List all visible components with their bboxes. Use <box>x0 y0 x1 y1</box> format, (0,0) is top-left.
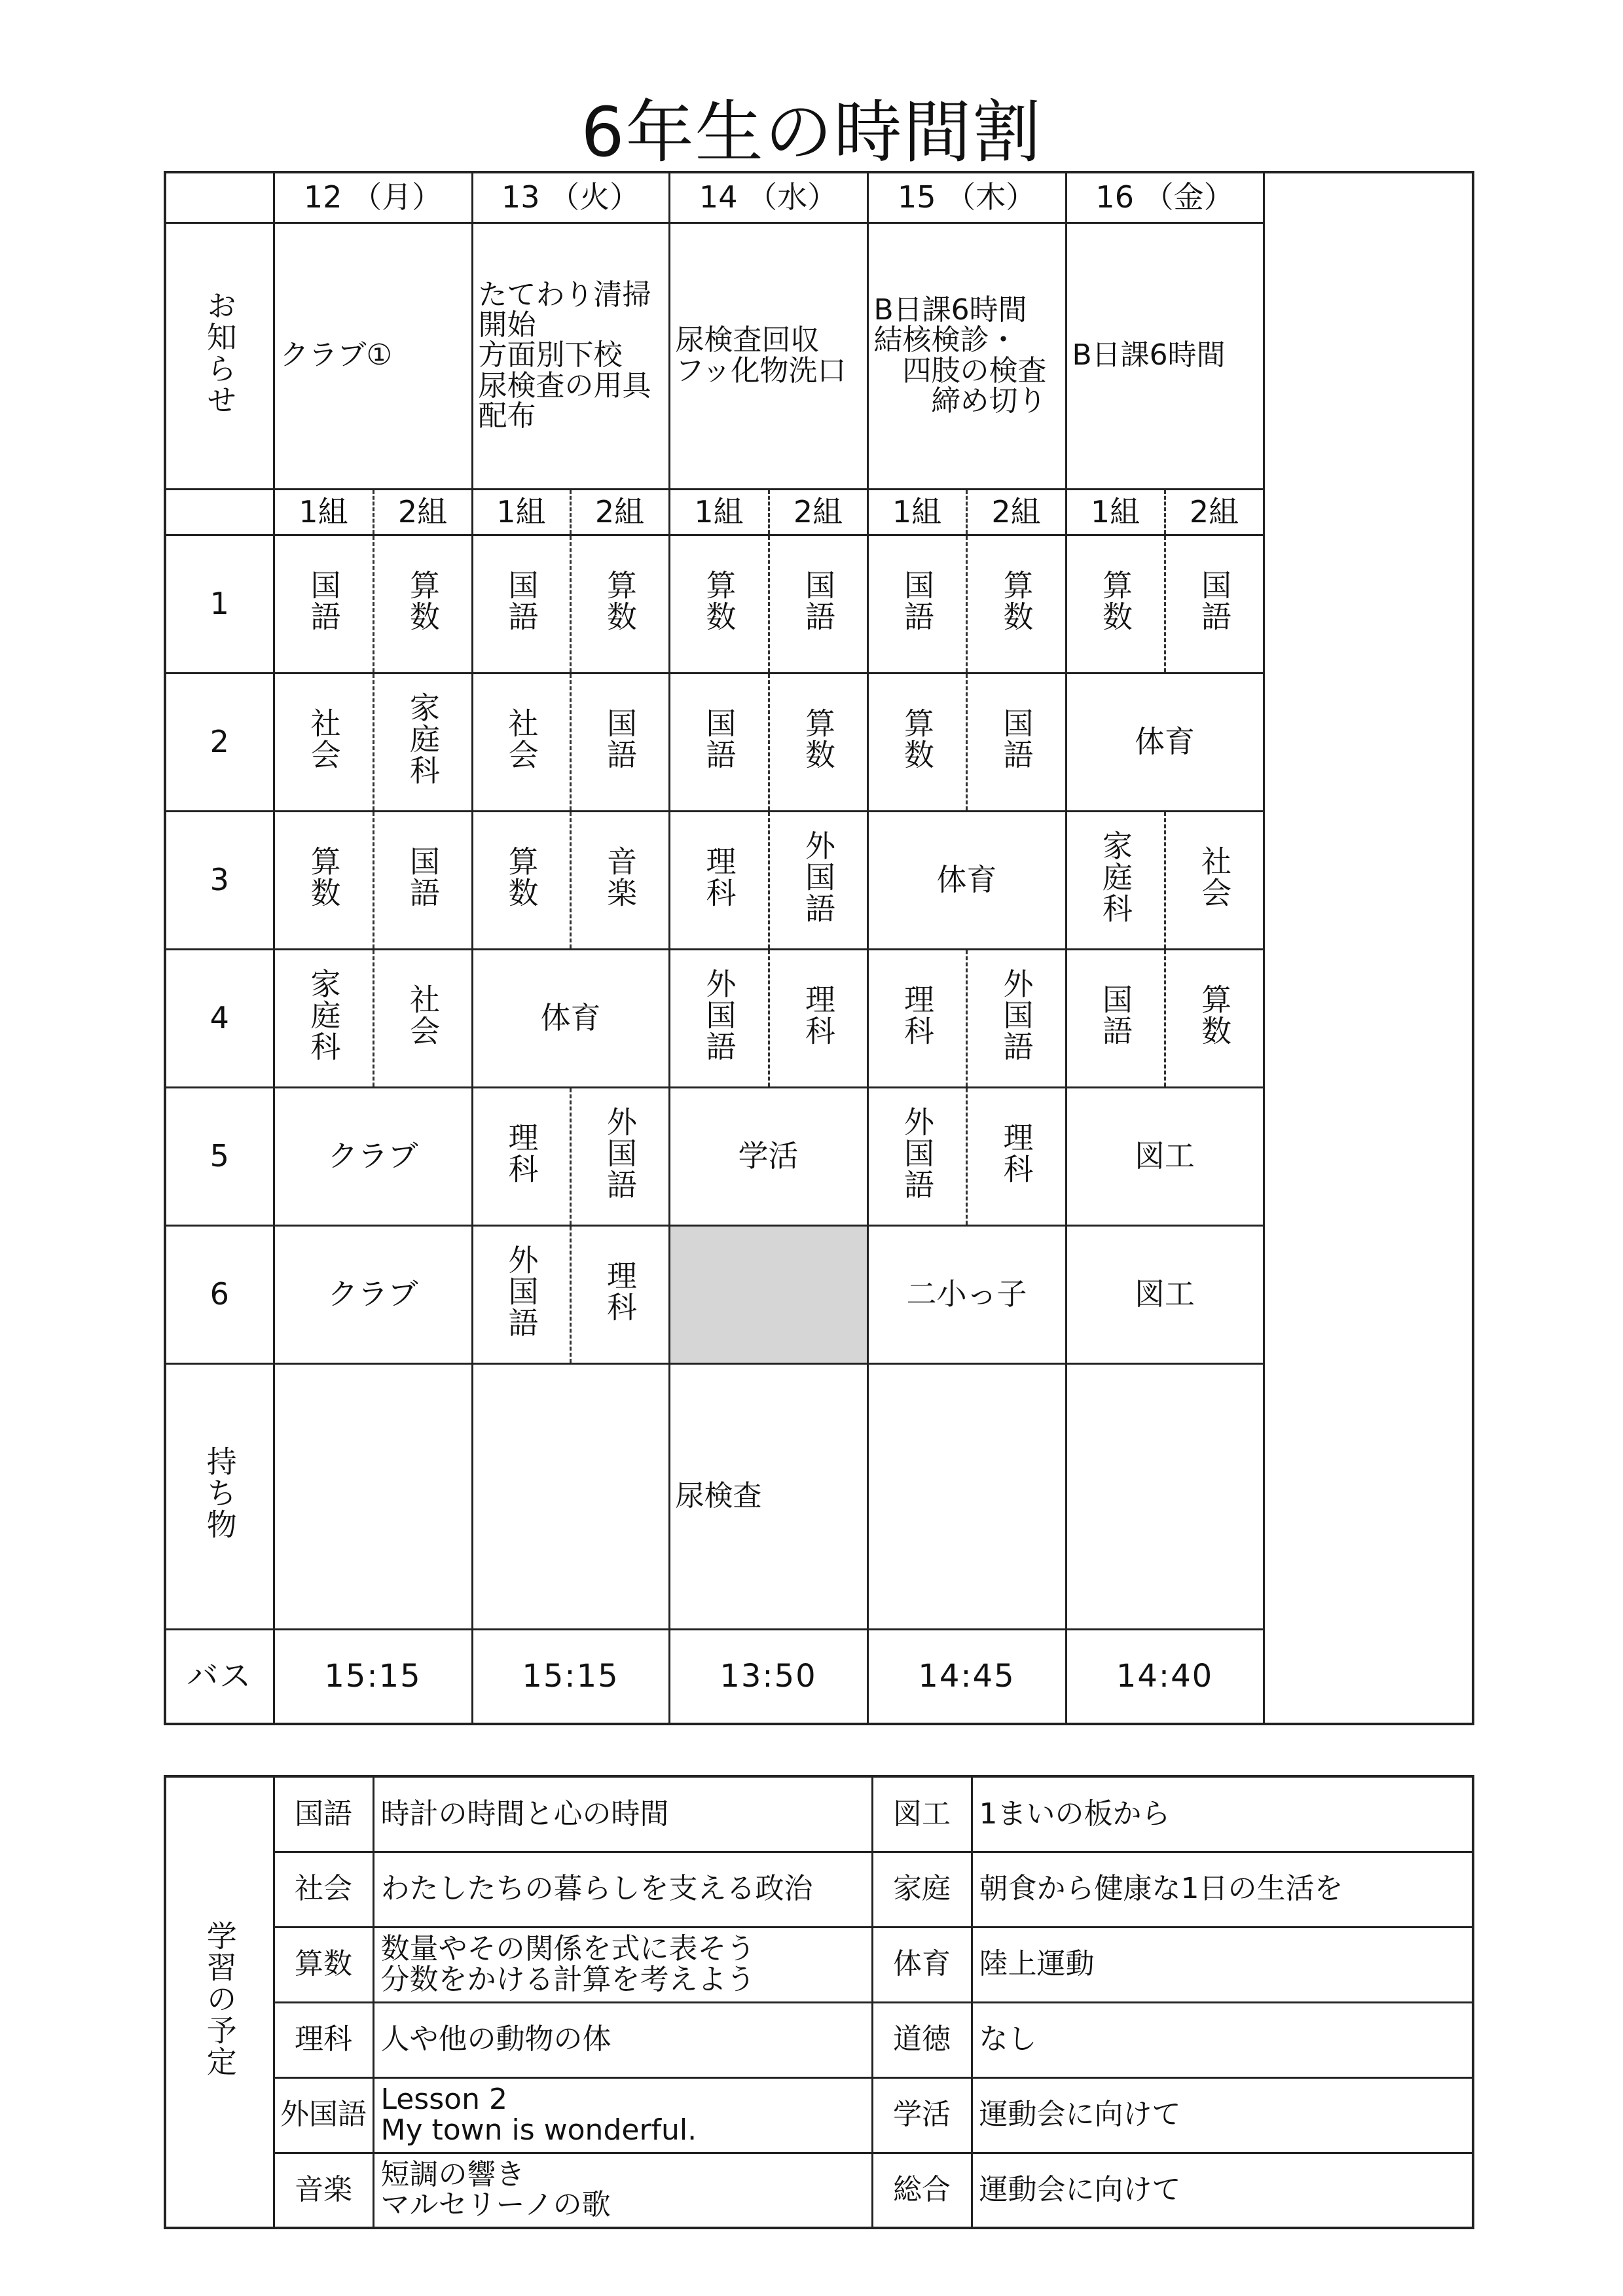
subject-label: 国語 <box>1196 569 1232 632</box>
subject-label: 理科 <box>602 1259 638 1323</box>
timetable <box>164 171 1474 1725</box>
subject-cell <box>373 949 472 1087</box>
plan-row <box>165 2002 1473 2077</box>
notice-line: B日課6時間 <box>873 293 1027 327</box>
items-cell <box>472 1363 669 1629</box>
plan-text-line: わたしたちの暮らしを支える政治 <box>380 1872 813 1906</box>
notice-line: 尿検査回収 <box>675 323 820 357</box>
plan-label-text: 学習の予定 <box>202 1920 238 2077</box>
subject-label: 外国語 <box>998 967 1034 1062</box>
subject-cell <box>669 673 769 811</box>
items-cell <box>1066 1363 1264 1629</box>
subject-label: 家庭科 <box>405 691 441 786</box>
subject-label: 国語 <box>503 569 539 632</box>
subject-label: 国語 <box>998 707 1034 770</box>
plan-text-line: 運動会に向けて <box>979 2173 1181 2207</box>
subject-cell <box>373 535 472 673</box>
notice-cell <box>669 223 867 489</box>
plan-text <box>373 2002 872 2077</box>
merged-subject: 二小っ子 <box>867 1225 1066 1363</box>
notice-cell <box>472 223 669 489</box>
plan-subject: 学活 <box>872 2077 972 2153</box>
plan-text-line: Lesson 2 <box>380 2083 507 2117</box>
plan-subject: 家庭 <box>872 1852 972 1927</box>
subject-cell <box>472 535 570 673</box>
items-cell <box>274 1363 472 1629</box>
subject-cell <box>570 811 669 949</box>
period-number: 4 <box>165 949 274 1087</box>
subject-cell <box>1165 535 1264 673</box>
subject-cell <box>373 811 472 949</box>
plan-row <box>165 1776 1473 1852</box>
subject-label: 社会 <box>306 707 342 770</box>
subject-cell <box>769 811 867 949</box>
bus-time: 14:45 <box>867 1629 1066 1724</box>
day-header: 15 （木） <box>867 172 1066 223</box>
day-header: 16 （金） <box>1066 172 1264 223</box>
plan-row <box>165 2077 1473 2153</box>
subject-label: 算数 <box>306 845 342 908</box>
period-number: 2 <box>165 673 274 811</box>
merged-subject: クラブ <box>274 1087 472 1225</box>
subject-label: 算数 <box>998 569 1034 632</box>
merged-subject: 体育 <box>1066 673 1264 811</box>
class-2-header: 2組 <box>966 489 1066 535</box>
plan-text <box>972 2002 1473 2077</box>
subject-cell <box>966 673 1066 811</box>
plan-text-line: 人や他の動物の体 <box>380 2022 611 2056</box>
notice-cell <box>274 223 472 489</box>
subject-cell <box>1165 811 1264 949</box>
subject-cell <box>966 535 1066 673</box>
corner-cell <box>165 172 274 223</box>
plan-text <box>972 2077 1473 2153</box>
merged-subject: 学活 <box>669 1087 867 1225</box>
subject-label: 社会 <box>503 707 539 770</box>
bus-label: バス <box>165 1629 274 1724</box>
subject-cell <box>373 673 472 811</box>
notice-label-text: お知らせ <box>202 289 238 416</box>
subject-label: 社会 <box>1196 845 1232 908</box>
bus-time: 13:50 <box>669 1629 867 1724</box>
class-1-header: 1組 <box>867 489 966 535</box>
subject-cell <box>274 949 373 1087</box>
blank-cell <box>165 489 274 535</box>
merged-subject: 図工 <box>1066 1087 1264 1225</box>
right-blank <box>1264 172 1473 1724</box>
empty-period <box>669 1225 867 1363</box>
plan-subject: 社会 <box>274 1852 373 1927</box>
subject-label: 国語 <box>800 569 836 632</box>
plan-text <box>972 1927 1473 2002</box>
subject-label: 国語 <box>701 707 737 770</box>
subject-label: 理科 <box>998 1121 1034 1185</box>
subject-label: 理科 <box>701 845 737 908</box>
plan-text <box>373 2153 872 2228</box>
plan-text-line: My town is wonderful. <box>380 2113 697 2147</box>
subject-label: 外国語 <box>899 1105 935 1200</box>
notice-line: 尿検査の用具 <box>478 368 651 403</box>
subject-cell <box>570 535 669 673</box>
subject-label: 国語 <box>1097 983 1133 1047</box>
subject-cell <box>570 1225 669 1363</box>
notice-line: 四肢の検査 <box>873 353 1047 387</box>
subject-label: 音楽 <box>602 845 638 908</box>
plan-row <box>165 2153 1473 2228</box>
subject-label: 算数 <box>405 569 441 632</box>
subject-cell <box>570 1087 669 1225</box>
subject-cell <box>669 811 769 949</box>
plan-text <box>972 1776 1473 1852</box>
subject-cell <box>867 1087 966 1225</box>
subject-label: 算数 <box>503 845 539 908</box>
subject-label: 理科 <box>800 983 836 1047</box>
items-cell <box>867 1363 1066 1629</box>
class-1-header: 1組 <box>472 489 570 535</box>
subject-cell <box>472 1087 570 1225</box>
plan-subject: 算数 <box>274 1927 373 2002</box>
day-header: 14 （水） <box>669 172 867 223</box>
notice-line: 結核検診・ <box>873 323 1018 357</box>
header-row <box>165 172 1473 223</box>
class-2-header: 2組 <box>373 489 472 535</box>
items-label <box>165 1363 274 1629</box>
subject-label: 外国語 <box>701 967 737 1062</box>
subject-label: 社会 <box>405 983 441 1047</box>
merged-subject: 図工 <box>1066 1225 1264 1363</box>
items-cell: 尿検査 <box>669 1363 867 1629</box>
subject-label: 国語 <box>602 707 638 770</box>
notice-line: B日課6時間 <box>1072 338 1226 372</box>
learning-plan-table <box>164 1775 1474 2229</box>
plan-subject: 理科 <box>274 2002 373 2077</box>
subject-cell <box>769 535 867 673</box>
plan-subject: 総合 <box>872 2153 972 2228</box>
notice-cell <box>867 223 1066 489</box>
subject-label: 国語 <box>306 569 342 632</box>
subject-label: 理科 <box>503 1121 539 1185</box>
notice-cell <box>1066 223 1264 489</box>
plan-text-line: 分数をかける計算を考えよう <box>380 1962 756 1996</box>
day-header: 12 （月） <box>274 172 472 223</box>
subject-label: 算数 <box>899 707 935 770</box>
plan-text-line: なし <box>979 2022 1037 2056</box>
class-1-header: 1組 <box>274 489 373 535</box>
subject-label: 家庭科 <box>1097 829 1133 924</box>
subject-cell <box>274 535 373 673</box>
subject-label: 国語 <box>899 569 935 632</box>
bus-time: 15:15 <box>472 1629 669 1724</box>
items-label-text: 持ち物 <box>202 1446 238 1541</box>
plan-text <box>373 1776 872 1852</box>
plan-text <box>373 1852 872 1927</box>
plan-text-line: 1まいの板から <box>979 1797 1171 1831</box>
subject-cell <box>769 949 867 1087</box>
subject-cell <box>966 949 1066 1087</box>
plan-subject: 体育 <box>872 1927 972 2002</box>
notice-line: 開始 <box>478 308 536 342</box>
subject-cell <box>867 949 966 1087</box>
subject-cell <box>1066 811 1165 949</box>
subject-label: 国語 <box>405 845 441 908</box>
subject-cell <box>867 673 966 811</box>
subject-label: 外国語 <box>800 829 836 924</box>
merged-subject: クラブ <box>274 1225 472 1363</box>
subject-cell <box>769 673 867 811</box>
plan-subject: 国語 <box>274 1776 373 1852</box>
subject-label: 算数 <box>1196 983 1232 1047</box>
plan-text-line: 朝食から健康な1日の生活を <box>979 1872 1343 1906</box>
subject-cell <box>1066 949 1165 1087</box>
plan-row <box>165 1927 1473 2002</box>
subject-label: 外国語 <box>602 1105 638 1200</box>
class-1-header: 1組 <box>1066 489 1165 535</box>
merged-subject: 体育 <box>472 949 669 1087</box>
day-header: 13 （火） <box>472 172 669 223</box>
period-number: 3 <box>165 811 274 949</box>
subject-cell <box>472 673 570 811</box>
plan-text <box>972 1852 1473 1927</box>
subject-label: 算数 <box>800 707 836 770</box>
plan-label <box>165 1776 274 2228</box>
notice-line: たてわり清掃 <box>478 278 651 312</box>
plan-text-line: 数量やその関係を式に表そう <box>380 1932 756 1966</box>
notice-label <box>165 223 274 489</box>
subject-cell <box>867 535 966 673</box>
class-2-header: 2組 <box>769 489 867 535</box>
subject-cell <box>274 811 373 949</box>
subject-cell <box>669 535 769 673</box>
plan-text <box>972 2153 1473 2228</box>
notice-line: 配布 <box>478 399 536 433</box>
merged-subject: 体育 <box>867 811 1066 949</box>
subject-cell <box>472 1225 570 1363</box>
class-2-header: 2組 <box>1165 489 1264 535</box>
subject-cell <box>472 811 570 949</box>
page-title: 6年生の時間割 <box>581 92 1042 172</box>
plan-text-line: 陸上運動 <box>979 1947 1095 1981</box>
subject-label: 外国語 <box>503 1244 539 1338</box>
class-1-header: 1組 <box>669 489 769 535</box>
period-number: 6 <box>165 1225 274 1363</box>
subject-cell <box>1165 949 1264 1087</box>
period-number: 5 <box>165 1087 274 1225</box>
plan-text-line: マルセリーノの歌 <box>380 2188 611 2222</box>
notice-line: フッ化物洗口 <box>675 353 847 387</box>
notice-line: クラブ① <box>280 338 392 372</box>
class-2-header: 2組 <box>570 489 669 535</box>
plan-text-line: 時計の時間と心の時間 <box>380 1797 669 1831</box>
plan-subject: 音楽 <box>274 2153 373 2228</box>
subject-label: 算数 <box>701 569 737 632</box>
plan-subject: 図工 <box>872 1776 972 1852</box>
subject-label: 理科 <box>899 983 935 1047</box>
bus-time: 14:40 <box>1066 1629 1264 1724</box>
subject-cell <box>570 673 669 811</box>
subject-cell <box>1066 535 1165 673</box>
subject-label: 算数 <box>602 569 638 632</box>
plan-subject: 外国語 <box>274 2077 373 2153</box>
subject-label: 算数 <box>1097 569 1133 632</box>
subject-cell <box>669 949 769 1087</box>
plan-text <box>373 1927 872 2002</box>
plan-text <box>373 2077 872 2153</box>
plan-text-line: 運動会に向けて <box>979 2098 1181 2132</box>
plan-row <box>165 1852 1473 1927</box>
subject-label: 家庭科 <box>306 967 342 1062</box>
notice-line: 締め切り <box>873 384 1047 418</box>
plan-subject: 道徳 <box>872 2002 972 2077</box>
subject-cell <box>274 673 373 811</box>
bus-time: 15:15 <box>274 1629 472 1724</box>
plan-text-line: 短調の響き <box>380 2158 525 2192</box>
subject-cell <box>966 1087 1066 1225</box>
notice-line: 方面別下校 <box>478 338 623 372</box>
period-number: 1 <box>165 535 274 673</box>
